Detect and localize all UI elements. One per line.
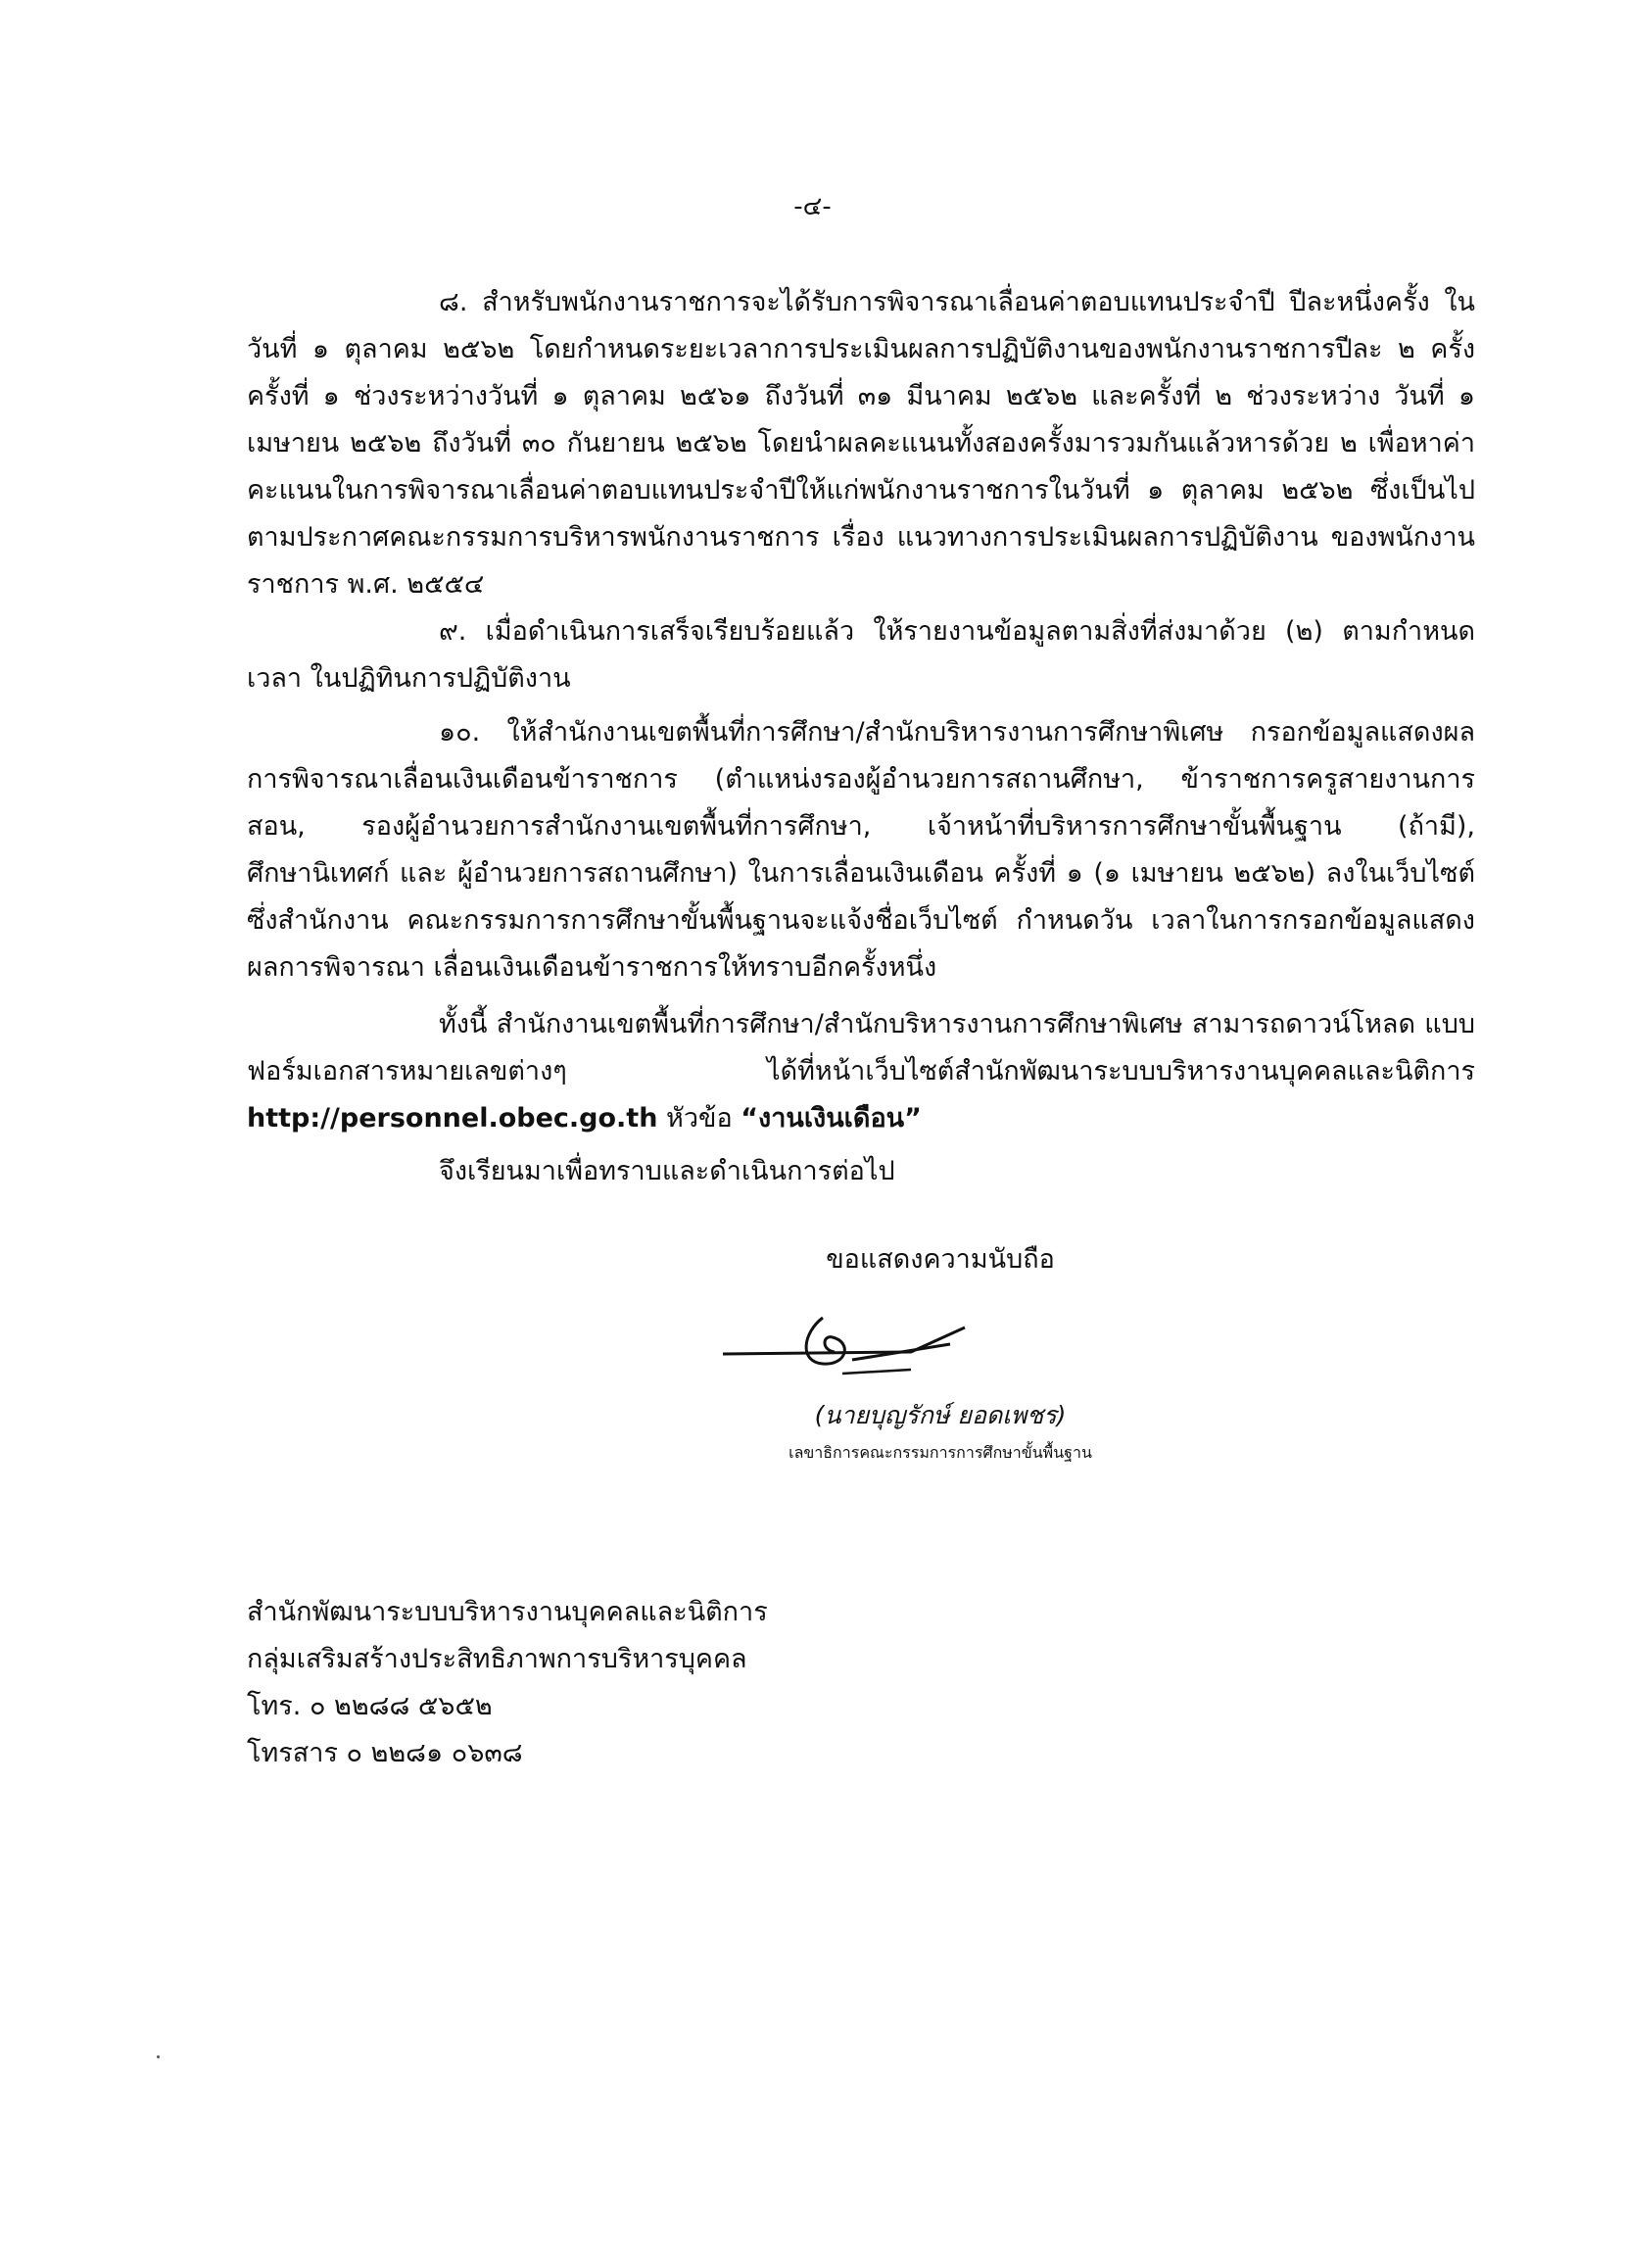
footer-phone: โทร. ๐ ๒๒๘๘ ๕๖๕๒ xyxy=(247,1691,493,1721)
signature-image xyxy=(705,1293,999,1395)
scan-speck xyxy=(157,2055,160,2058)
download-link[interactable]: http://personnel.obec.go.th xyxy=(247,1103,658,1134)
download-note-text: ทั้งนี้ สำนักงานเขตพื้นที่การศึกษา/สำนักบริหารงานการศึกษาพิเศษ สามารถดาวน์โหลด แบบฟอร์มเอกสารหมายเลขต่างๆ ได้ที่หน้าเว็บไซต์สำนักพัฒนาระบบบริหารงานบุคคลและนิติการ xyxy=(247,1009,1475,1086)
page-number: -๔- xyxy=(793,192,832,221)
footer-group: กลุ่มเสริมสร้างประสิทธิภาพการบริหารบุคคล xyxy=(247,1644,747,1674)
paragraph-item-8: ๘. สำหรับพนักงานราชการจะได้รับการพิจารณาเลื่อนค่าตอบแทนประจำปี ปีละหนึ่งครั้ง ในวันที่ ๑ ตุลาคม ๒๕๖๒ โดยกำหนดระยะเวลาการประเมินผลการปฏิบัติงานของพนักงานราชการปีละ ๒ ครั้ง ครั้งที่ ๑ ช่วงระหว่างวันที่ ๑ ตุลาคม ๒๕๖๑ ถึงวันที่ ๓๑ มีนาคม ๒๕๖๒ และครั้งที่ ๒ ช่วงระหว่าง วันที่ ๑ เมษายน ๒๕๖๒ ถึงวันที่ ๓๐ กันยายน ๒๕๖๒ โดยนำผลคะแนนทั้งสองครั้งมารวมกันแล้วหารด้วย ๒ เพื่อหาค่าคะแนนในการพิจารณาเลื่อนค่าตอบแทนประจำปีให้แก่พนักงานราชการในวันที่ ๑ ตุลาคม ๒๕๖๒ ซึ่งเป็นไปตามประกาศคณะกรรมการบริหารพนักงานราชการ เรื่อง แนวทางการประเมินผลการปฏิบัติงาน ของพนักงานราชการ พ.ศ. ๒๕๕๔ xyxy=(247,287,1475,600)
signer-position: เลขาธิการคณะกรรมการการศึกษาขั้นพื้นฐาน xyxy=(789,1443,1092,1462)
closing-sentence: จึงเรียนมาเพื่อทราบและดำเนินการต่อไป xyxy=(439,1156,895,1186)
paragraph-download-note xyxy=(247,1001,1475,1142)
regards-text: ขอแสดงความนับถือ xyxy=(826,1244,1055,1275)
paragraph-item-9: ๙. เมื่อดำเนินการเสร็จเรียบร้อยแล้ว ให้รายงานข้อมูลตามสิ่งที่ส่งมาด้วย (๒) ตามกำหนดเวลา ในปฏิทินการปฏิบัติงาน xyxy=(247,616,1475,694)
signer-name: (นายบุญรักษ์ ยอดเพชร) xyxy=(814,1401,1067,1429)
paragraph-item-10: ๑๐. ให้สำนักงานเขตพื้นที่การศึกษา/สำนักบริหารงานการศึกษาพิเศษ กรอกข้อมูลแสดงผล การพิจารณาเลื่อนเงินเดือนข้าราชการ (ตำแหน่งรองผู้อำนวยการสถานศึกษา, ข้าราชการครูสายงานการสอน, รองผู้อำนวยการสำนักงานเขตพื้นที่การศึกษา, เจ้าหน้าที่บริหารการศึกษาขั้นพื้นฐาน (ถ้ามี), ศึกษานิเทศก์ และ ผู้อำนวยการสถานศึกษา) ในการเลื่อนเงินเดือน ครั้งที่ ๑ (๑ เมษายน ๒๕๖๒) ลงในเว็บไซต์ ซึ่งสำนักงาน คณะกรรมการการศึกษาขั้นพื้นฐานจะแจ้งชื่อเว็บไซต์ กำหนดวัน เวลาในการกรอกข้อมูลแสดงผลการพิจารณา เลื่อนเงินเดือนข้าราชการให้ทราบอีกครั้งหนึ่ง xyxy=(247,717,1475,983)
download-topic: “งานเงินเดือน” xyxy=(741,1103,922,1134)
footer-office: สำนักพัฒนาระบบบริหารงานบุคคลและนิติการ xyxy=(247,1597,768,1627)
footer-fax: โทรสาร ๐ ๒๒๘๑ ๐๖๓๘ xyxy=(247,1738,523,1768)
download-topic-label: หัวข้อ xyxy=(666,1103,733,1134)
